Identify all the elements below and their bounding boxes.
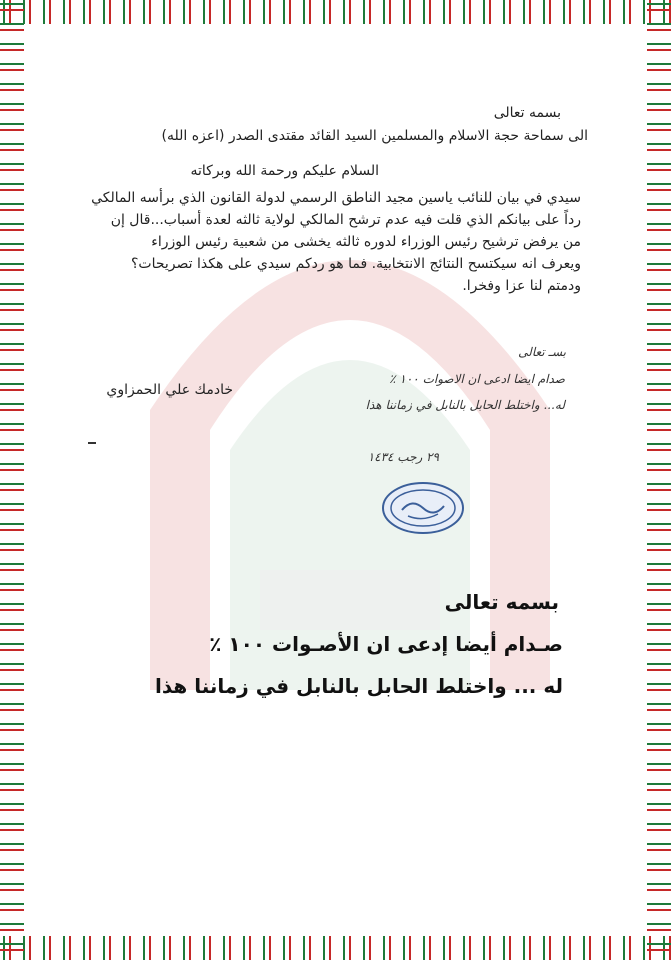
handwritten-line2: له... واختلط الحابل بالنابل في زماننا هذا — [365, 398, 565, 412]
margin-dash — [88, 442, 96, 444]
transcription-line1: صـدام أيضا إدعى ان الأصـوات ١٠٠ ٪ — [209, 632, 563, 656]
letter-greeting: السلام عليكم ورحمة الله وبركاته — [190, 163, 379, 179]
transcription-opening: بسمه تعالى — [444, 590, 559, 614]
decorative-border-right — [647, 0, 671, 960]
body-line: سيدي في بيان للنائب ياسين مجيد الناطق الرسمي لدولة القانون الذي برأسه المالكي — [91, 190, 581, 206]
body-line: من يرفض ترشيح رئيس الوزراء لدوره ثالثه يخشى من شعبية رئيس الوزراء — [151, 234, 581, 250]
body-line: ودمتم لنا عزا وفخرا. — [462, 278, 581, 294]
decorative-border-top — [0, 0, 671, 24]
letter-signature: خادمك علي الحمزاوي — [106, 382, 233, 398]
handwritten-opening: بسـ تعالى — [518, 345, 566, 359]
transcription-line2: له ... واختلط الحابل بالنابل في زماننا هذا — [154, 674, 563, 698]
letter-opening: بسمه تعالى — [493, 105, 561, 121]
handwritten-date: ٢٩ رجب ١٤٣٤ — [367, 450, 439, 464]
body-line: ويعرف انه سيكتسح النتائج الانتخابية. فما هو ردكم سيدي على هكذا تصريحات؟ — [131, 256, 581, 272]
decorative-border-bottom — [0, 936, 671, 960]
handwritten-line1: صدام ايضا ادعى ان الاصوات ١٠٠ ٪ — [389, 372, 565, 386]
letter-addressee: الى سماحة حجة الاسلام والمسلمين السيد القائد مقتدى الصدر (اعزه الله) — [161, 128, 588, 144]
decorative-border-left — [0, 0, 24, 960]
official-seal-stamp — [380, 480, 466, 536]
body-line: رداً على بيانكم الذي قلت فيه عدم ترشح المالكي لولاية ثالثه لعدة أسباب...قال إن — [110, 212, 581, 228]
